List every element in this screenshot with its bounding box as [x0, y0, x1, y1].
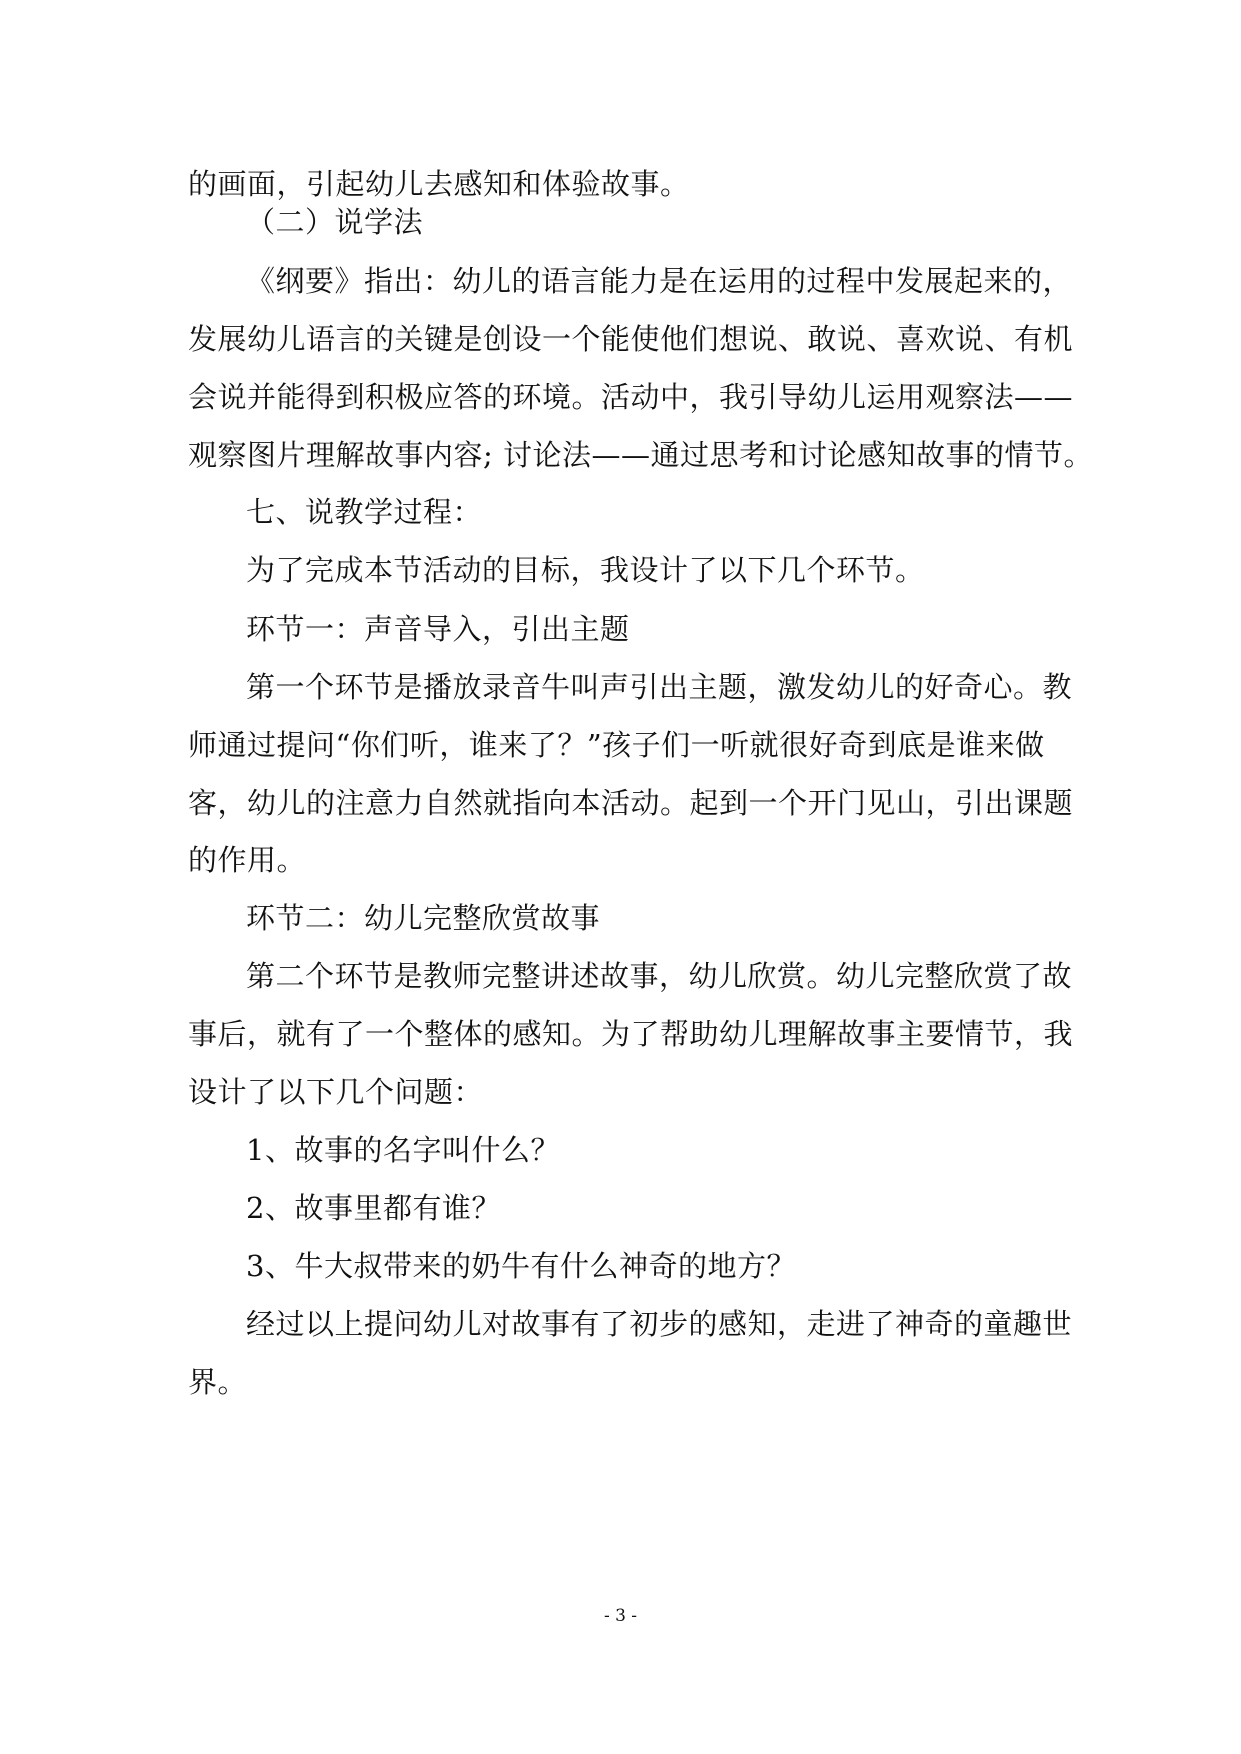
text-line: 观察图片理解故事内容; 讨论法——通过思考和讨论感知故事的情节。	[188, 438, 1093, 472]
list-item: 1、故事的名字叫什么？	[246, 1133, 560, 1167]
section-heading: 七、说教学过程：	[246, 495, 483, 529]
list-item: 3、牛大叔带来的奶牛有什么神奇的地方？	[246, 1249, 796, 1283]
text-line: 界。	[188, 1365, 248, 1399]
subsection-heading: 环节一：声音导入，引出主题	[246, 612, 630, 646]
text-line: 第一个环节是播放录音牛叫声引出主题，激发幼儿的好奇心。教	[246, 670, 1073, 704]
text-line: 的画面，引起幼儿去感知和体验故事。	[188, 167, 690, 201]
text-line: 客，幼儿的注意力自然就指向本活动。起到一个开门见山，引出课题	[188, 786, 1074, 820]
list-item: 2、故事里都有谁？	[246, 1191, 501, 1225]
subsection-heading: 环节二：幼儿完整欣赏故事	[246, 901, 601, 935]
text-line: 为了完成本节活动的目标，我设计了以下几个环节。	[246, 553, 925, 587]
page-number: - 3 -	[603, 1606, 638, 1626]
text-line: 事后，就有了一个整体的感知。为了帮助幼儿理解故事主要情节，我	[188, 1017, 1074, 1051]
text-line: 《纲要》指出：幼儿的语言能力是在运用的过程中发展起来的，	[246, 264, 1073, 298]
text-line: 会说并能得到积极应答的环境。活动中，我引导幼儿运用观察法——	[188, 380, 1074, 414]
text-line: 第二个环节是教师完整讲述故事，幼儿欣赏。幼儿完整欣赏了故	[246, 959, 1073, 993]
text-line: 经过以上提问幼儿对故事有了初步的感知，走进了神奇的童趣世	[246, 1307, 1073, 1341]
text-line: 的作用。	[188, 843, 307, 877]
text-line: 师通过提问“你们听，谁来了？”孩子们一听就很好奇到底是谁来做	[188, 728, 1045, 762]
section-heading: （二）说学法	[246, 205, 424, 239]
text-line: 设计了以下几个问题：	[188, 1075, 484, 1109]
text-line: 发展幼儿语言的关键是创设一个能使他们想说、敢说、喜欢说、有机	[188, 322, 1074, 356]
